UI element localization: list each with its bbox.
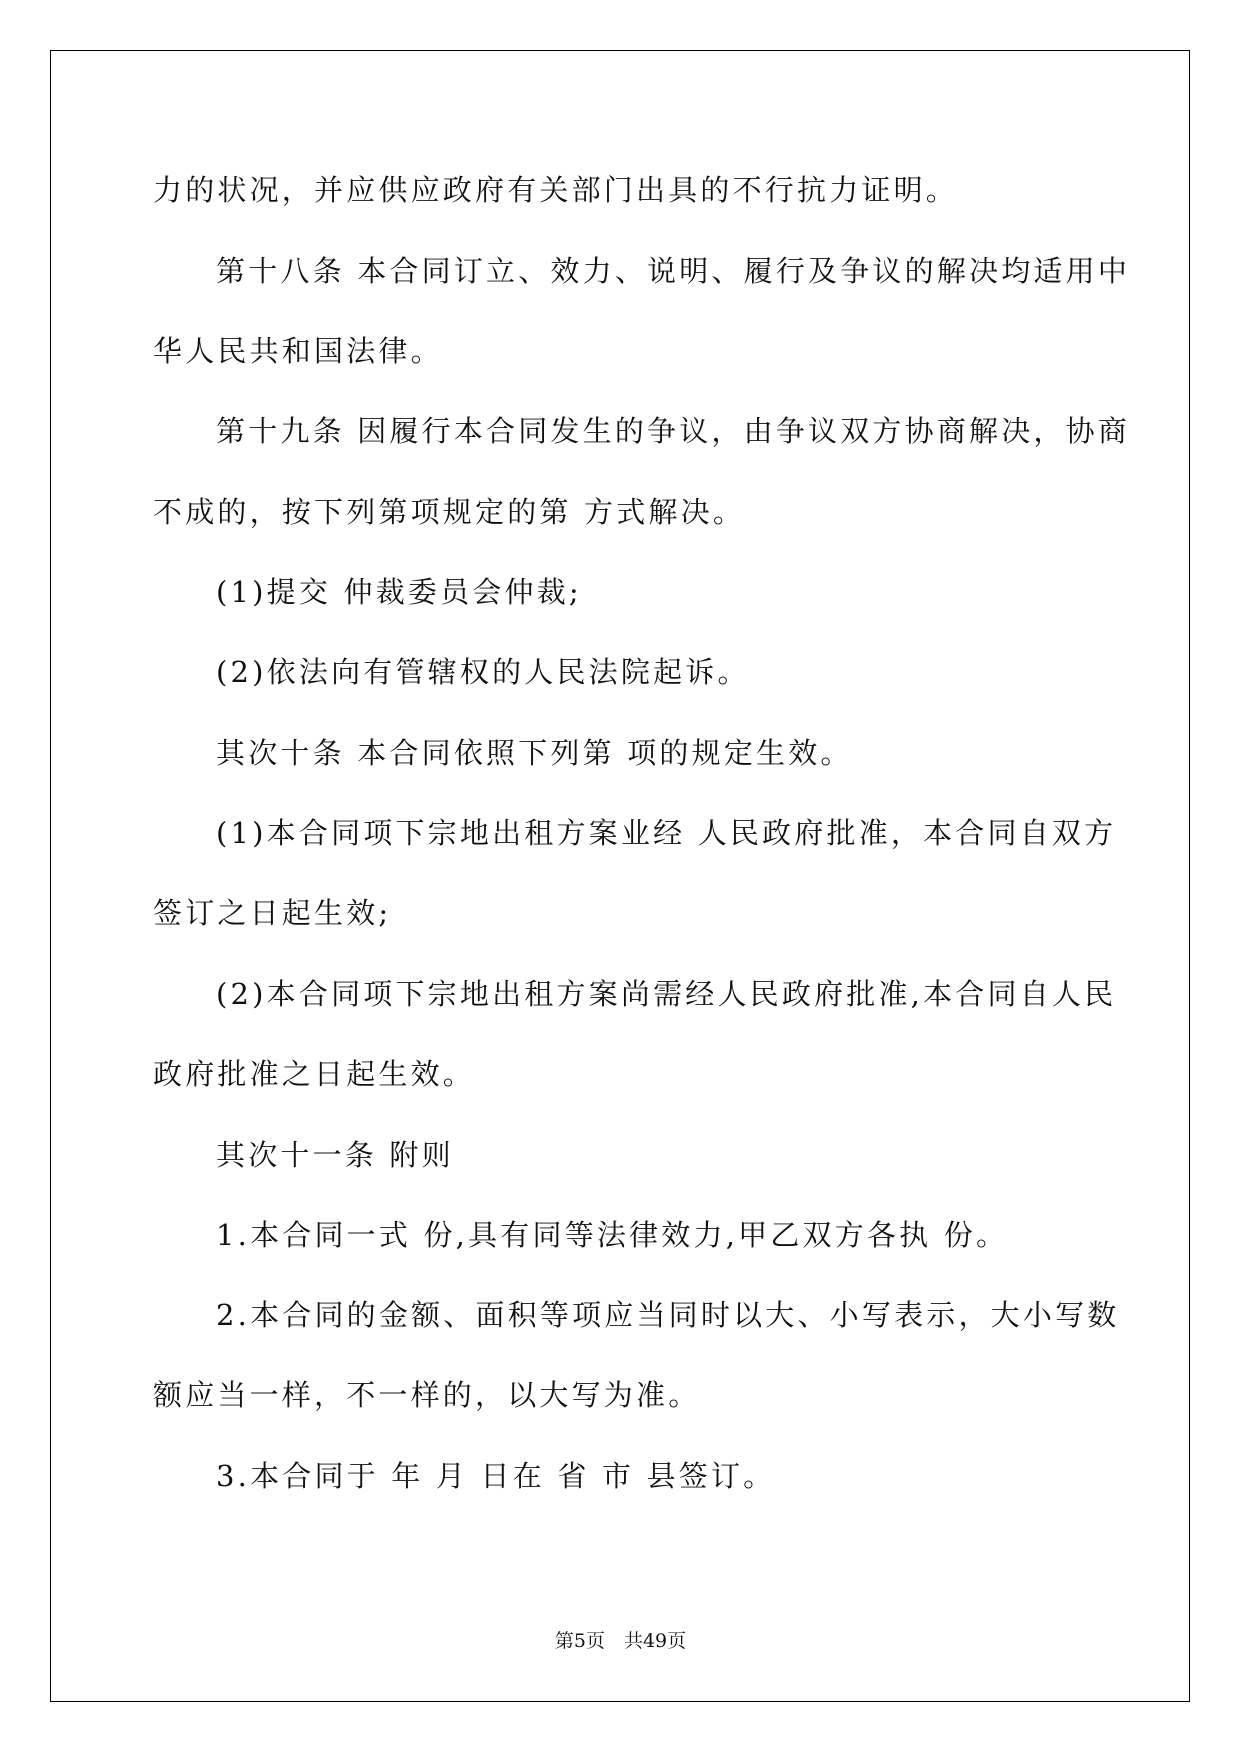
text-line: 力的状况，并应供应政府有关部门出具的不行抗力证明。 [153, 173, 959, 207]
text-line: 华人民共和国法律。 [153, 334, 443, 368]
text-line: 政府批准之日起生效。 [153, 1057, 476, 1091]
text-line: 其次十条 本合同依照下列第 项的规定生效。 [216, 736, 853, 770]
text-line: (2)本合同项下宗地出租方案尚需经人民政府批准,本合同自人民 [216, 977, 1117, 1011]
text-line: 签订之日起生效; [153, 896, 392, 930]
text-line: 第十九条 因履行本合同发生的争议，由争议双方协商解决，协商 [216, 414, 1131, 448]
text-line: 第十八条 本合同订立、效力、说明、履行及争议的解决均适用中 [216, 254, 1131, 288]
text-line: 其次十一条 附则 [216, 1138, 454, 1172]
text-line: (1)提交 仲裁委员会仲裁; [216, 575, 582, 609]
page-border [50, 50, 1190, 1702]
text-line: (1)本合同项下宗地出租方案业经 人民政府批准，本合同自双方 [216, 816, 1117, 850]
text-line: (2)依法向有管辖权的人民法院起诉。 [216, 655, 750, 689]
text-line: 2.本合同的金额、面积等项应当同时以大、小写表示，大小写数 [216, 1298, 1120, 1332]
text-line: 额应当一样，不一样的，以大写为准。 [153, 1378, 701, 1412]
text-line: 1.本合同一式 份,具有同等法律效力,甲乙双方各执 份。 [216, 1218, 1009, 1252]
text-line: 不成的，按下列第项规定的第 方式解决。 [153, 495, 746, 529]
page-number-footer: 第5页 共49页 [554, 1630, 687, 1652]
text-line: 3.本合同于 年 月 日在 省 市 县签订。 [216, 1459, 776, 1493]
